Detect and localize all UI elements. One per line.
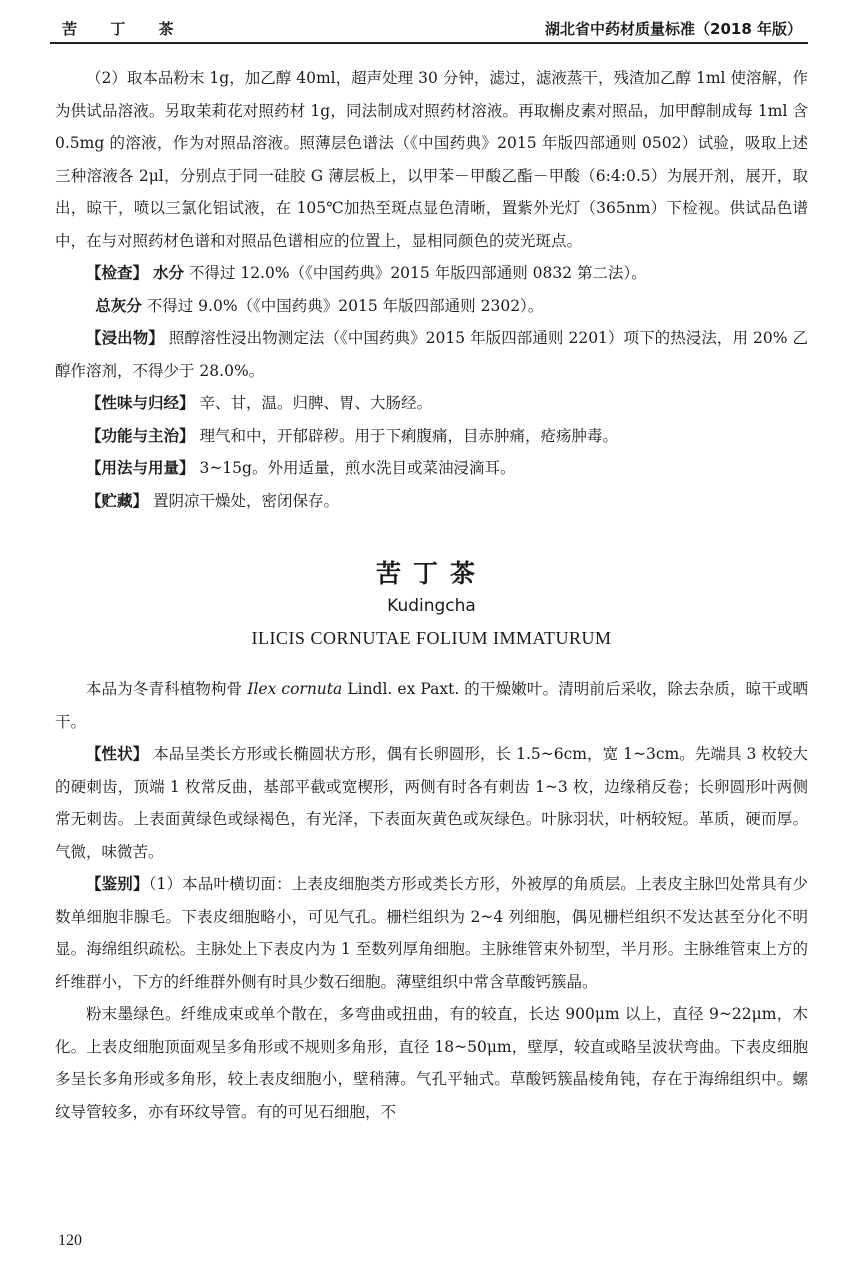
- check-moisture-line: [55, 257, 808, 290]
- monograph-title: 苦丁茶: [375, 559, 487, 588]
- nature-line: [55, 387, 808, 420]
- identification-paragraph: [55, 868, 808, 998]
- function-label: 【功能与主治】: [86, 426, 195, 445]
- identification-label: 【鉴别】: [86, 875, 149, 893]
- total-ash-line: [55, 290, 808, 323]
- character-paragraph: [55, 738, 808, 868]
- function-line: [55, 420, 808, 453]
- character-label: 【性状】: [86, 745, 149, 763]
- usage-text: 3~15g。外用适量，煎水洗目或菜油浸滴耳。: [199, 459, 516, 477]
- total-ash-label: 总灰分: [95, 296, 142, 315]
- extract-paragraph: [55, 322, 808, 387]
- usage-label: 【用法与用量】: [86, 459, 195, 477]
- page-number: 120: [58, 1232, 82, 1249]
- monograph-intro: [55, 673, 808, 738]
- function-text: 理气和中，开郁辟秽。用于下痢腹痛，目赤肿痛，疮疡肿毒。: [199, 426, 618, 445]
- extract-label: 【浸出物】: [86, 329, 164, 347]
- storage-line: [55, 485, 808, 518]
- total-ash-text: 不得过 9.0%（《中国药典》2015 年版四部通则 2302）。: [146, 296, 544, 315]
- monograph-pinyin: Kudingcha: [387, 596, 476, 616]
- powder-paragraph: 粉末墨绿色。纤维成束或单个散在，多弯曲或扭曲，有的较直，长达 900μm 以上，直径 9~22μm，木化。上表皮细胞顶面观呈多角形或不规则多角形，直径 18~50μm，壁厚，较直或略呈波状弯曲。下表皮细胞多呈长多角形或多角形，较上表皮细胞小，壁稍薄。气孔平轴式。草酸钙簇晶棱角钝，存在于海绵组织中。螺纹导管较多，亦有环纹导管。有的可见石细胞，不: [55, 1005, 808, 1121]
- storage-label: 【贮藏】: [86, 491, 149, 510]
- intro-text-a: 本品为冬青科植物枸骨: [86, 680, 248, 698]
- intro-text-b: Lindl. ex Paxt. 的干燥嫩叶。清明前后采收，除去杂质，晾干或晒干。: [55, 680, 808, 731]
- nature-label: 【性味与归经】: [86, 394, 195, 412]
- moisture-label: 水分: [152, 264, 184, 282]
- nature-text: 辛、甘，温。归脾、胃、大肠经。: [199, 394, 432, 412]
- moisture-text: 不得过 12.0%（《中国药典》2015 年版四部通则 0832 第二法）。: [188, 264, 647, 282]
- header-book-title: 湖北省中药材质量标准（2018 年版）: [545, 20, 802, 38]
- identification-text: （1）本品叶横切面：上表皮细胞类方形或类长方形，外被厚的角质层。上表皮主脉凹处常具有少数单细胞非腺毛。下表皮细胞略小，可见气孔。栅栏组织为 2~4 列细胞，偶见栅栏组织不发达甚至分化不明显。海绵组织疏松。主脉处上下表皮内为 1 至数列厚角细胞。主脉维管束外韧型，半月形。主脉维管束上方的纤维群小，下方的纤维群外侧有时具少数石细胞。薄壁组织中常含草酸钙簇晶。: [55, 875, 808, 991]
- header-drug-name: 苦 丁 茶: [62, 20, 188, 38]
- intro-species-name: Ilex cornuta: [247, 680, 343, 698]
- running-header: [50, 10, 808, 44]
- monograph-latin-name: ILICIS CORNUTAE FOLIUM IMMATURUM: [251, 628, 612, 648]
- character-text: 本品呈类长方形或长椭圆状方形，偶有长卵圆形，长 1.5~6cm，宽 1~3cm。先端具 3 枚较大的硬刺齿，顶端 1 枚常反曲，基部平截或宽楔形，两侧有时各有刺齿 1~3 枚，边缘稍反卷；长卵圆形叶两侧常无刺齿。上表面黄绿色或绿褐色，有光泽，下表面灰黄色或灰绿色。叶脉羽状，叶柄较短。革质，硬而厚。气微，味微苦。: [55, 745, 808, 861]
- usage-line: [55, 452, 808, 485]
- page-body: [55, 62, 808, 1128]
- storage-text: 置阴凉干燥处，密闭保存。: [152, 491, 339, 510]
- identification-2-paragraph: （2）取本品粉末 1g，加乙醇 40ml，超声处理 30 分钟，滤过，滤液蒸干，残渣加乙醇 1ml 使溶解，作为供试品溶液。另取茉莉花对照药材 1g，同法制成对照药材溶液。再取槲皮素对照品，加甲醇制成每 1ml 含 0.5mg 的溶液，作为对照品溶液。照薄层色谱法（《中国药典》2015 年版四部通则 0502）试验，吸取上述三种溶液各 2μl，分别点于同一硅胶 G 薄层板上，以甲苯－甲酸乙酯－甲酸（6:4:0.5）为展开剂，展开，取出，晾干，喷以三氯化铝试液，在 105℃加热至斑点显色清晰，置紫外光灯（365nm）下检视。供试品色谱中，在与对照药材色谱和对照品色谱相应的位置上，显相同颜色的荧光斑点。: [55, 69, 808, 250]
- extract-text: 照醇溶性浸出物测定法（《中国药典》2015 年版四部通则 2201）项下的热浸法，用 20% 乙醇作溶剂，不得少于 28.0%。: [55, 329, 808, 380]
- check-label: 【检查】: [86, 264, 149, 282]
